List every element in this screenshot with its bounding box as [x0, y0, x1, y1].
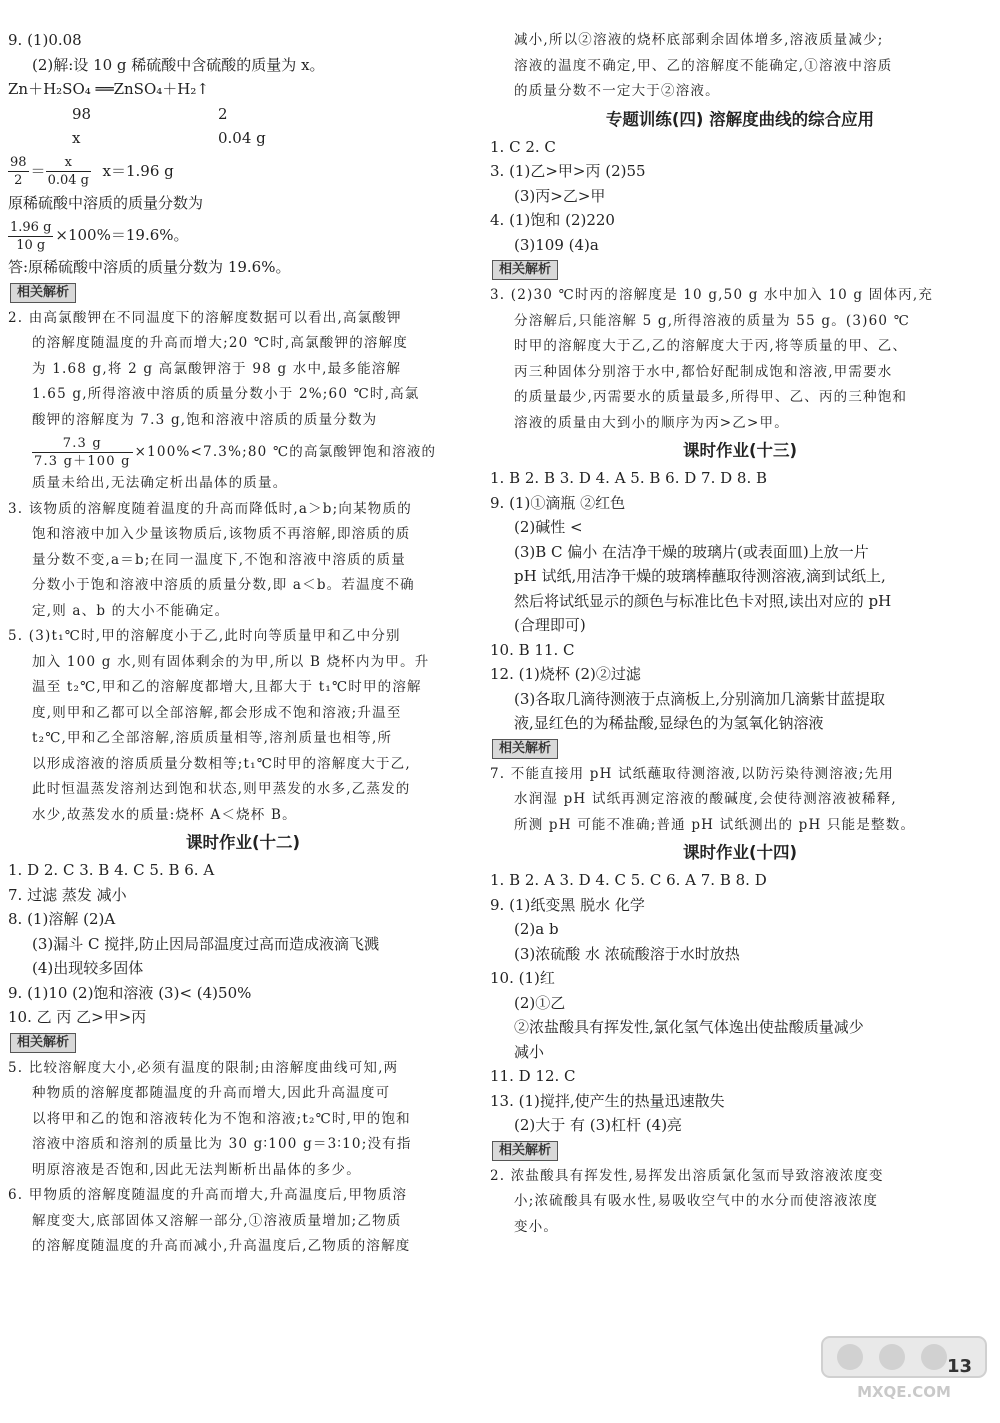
note-13-7-line: 所测 pH 可能不准确;普通 pH 试纸测出的 pH 只能是整数。 — [514, 816, 916, 833]
answer-line: (3)浓硫酸 水 浓硫酸溶于水时放热 — [514, 944, 740, 963]
note-3-line: 3. 该物质的溶解度随着温度的升高而降低时,a＞b;向某物质的 — [8, 500, 412, 517]
answer-line: pH 试纸,用洁净干燥的玻璃棒蘸取待测溶液,滴到试纸上, — [514, 567, 886, 585]
calc-result: x＝1.96 g — [102, 161, 174, 180]
answer-line: (2)碱性 < — [514, 518, 583, 536]
note-zt4-3-line: 溶液的质量由大到小的顺序为丙>乙>甲。 — [514, 414, 789, 431]
analysis-badge: 相关解析 — [10, 1033, 76, 1053]
note-13-7-line: 7. 不能直接用 pH 试纸蘸取待测溶液,以防污染待测溶液;先用 — [490, 765, 894, 782]
note-2-fraction-line: $\frac{7.3 g}{7.3 g+100 g}$ ×100%<7.3%;80 ℃的高氯酸钾饱和溶液的 — [34, 436, 437, 469]
answer-line: 液,显红色的为稀盐酸,显绿色的为氢氧化钠溶液 — [514, 714, 824, 732]
note-3-line: 饱和溶液中加入少量该物质后,该物质不再溶解,即溶质的质 — [32, 526, 411, 542]
note-2-line: 2. 由高氯酸钾在不同温度下的溶解度数据可以看出,高氯酸钾 — [8, 309, 402, 326]
proportion-calc: $\frac{98}{2}$ ＝ $\frac{x}{0.04 g}$ x＝1.96 g — [10, 155, 174, 188]
answer-line: 3. (1)乙>甲>丙 (2)55 — [490, 162, 646, 180]
answer-line: (2)a b — [514, 920, 559, 938]
answer-line: (3)109 (4)a — [514, 235, 599, 254]
answer-line: (3)丙>乙>甲 — [514, 186, 606, 205]
left-column — [8, 28, 478, 1260]
answer-line: 减小 — [514, 1042, 545, 1061]
answer-line: 12. (1)烧杯 (2)②过滤 — [490, 665, 641, 683]
answer-line: 10. B 11. C — [490, 640, 575, 659]
answer-line: 1. B 2. B 3. D 4. A 5. B 6. D 7. D 8. B — [490, 469, 768, 487]
mass-fraction-result: ×100%＝19.6%。 — [55, 226, 189, 244]
answer-line: 1. B 2. A 3. D 4. C 5. C 6. A 7. B 8. D — [490, 871, 767, 889]
note-5-line: 水少,故蒸发水的质量:烧杯 A＜烧杯 B。 — [32, 806, 297, 823]
ratio-row-1 — [8, 102, 478, 127]
answer-line: 1. C 2. C — [490, 137, 556, 156]
chemical-equation: Zn＋H₂SO₄ ══ZnSO₄＋H₂↑ — [8, 80, 209, 98]
note-5-line: 加入 100 g 水,则有固体剩余的为甲,所以 B 烧杯内为甲。升 — [32, 653, 430, 670]
answer-line: ②浓盐酸具有挥发性,氯化氢气体逸出使盐酸质量减少 — [514, 1018, 864, 1036]
answer-line: 答:原稀硫酸中溶质的质量分数为 19.6%。 — [8, 258, 291, 276]
note-2-line: 的溶解度随温度的升高而增大;20 ℃时,高氯酸钾的溶解度 — [32, 335, 409, 351]
analysis-badge: 相关解析 — [10, 283, 76, 303]
note-2-line: 为 1.68 g,将 2 g 高氯酸钾溶于 98 g 水中,最多能溶解 — [32, 360, 402, 377]
answer-line: (4)出现较多固体 — [32, 959, 144, 977]
right-column — [490, 28, 990, 1240]
mass-fraction-label: 原稀硫酸中溶质的质量分数为 — [8, 193, 204, 212]
answer-line: 9. (1)纸变黑 脱水 化学 — [490, 895, 645, 914]
ratio-row-2 — [8, 126, 478, 151]
answer-line: 8. (1)溶解 (2)A — [8, 910, 116, 928]
answer-line: 10. 乙 丙 乙>甲>丙 — [8, 1008, 147, 1026]
note-14-2-line: 小;浓硫酸具有吸水性,易吸收空气中的水分而使溶液浓度 — [514, 1193, 879, 1209]
answer-line: (3)各取几滴待测液于点滴板上,分别滴加几滴紫甘蓝提取 — [514, 689, 886, 708]
ratio-98: 98 — [72, 104, 92, 123]
note-zt4-3-line: 丙三种固体分别溶于水中,都恰好配制成饱和溶液,甲需要水 — [514, 363, 893, 380]
note-zt4-3-line: 3. (2)30 ℃时丙的溶解度是 10 g,50 g 水中加入 10 g 固体丙,充 — [490, 287, 934, 303]
note-12-5-line: 以将甲和乙的饱和溶液转化为不饱和溶液;t₂℃时,甲的饱和 — [32, 1110, 411, 1127]
answer-line: 9. (1)①滴瓶 ②红色 — [490, 493, 626, 512]
answer-line: 4. (1)饱和 (2)220 — [490, 211, 615, 229]
note-13-7-line: 水润湿 pH 试纸再测定溶液的酸碱度,会使待测溶液被稀释, — [514, 791, 897, 807]
answer-line: 9. (1)10 (2)饱和溶液 (3)< (4)50% — [8, 983, 252, 1002]
answer-line: (2)大于 有 (3)杠杆 (4)亮 — [514, 1116, 683, 1134]
note-12-5-line: 5. 比较溶解度大小,必须有温度的限制;由溶解度曲线可知,两 — [8, 1059, 399, 1076]
note-zt4-3-line: 时甲的溶解度大于乙,乙的溶解度大于丙,将等质量的甲、乙、 — [514, 338, 908, 354]
note-5-line: 温至 t₂℃,甲和乙的溶解度都增大,且都大于 t₁℃时甲的溶解 — [32, 679, 422, 695]
q9-part1: 9. (1)0.08 — [8, 31, 82, 49]
continued-line: 的质量分数不一定大于②溶液。 — [514, 83, 720, 99]
note-zt4-3-line: 的质量最少,丙需要水的质量最多,所得甲、乙、丙的三种饱和 — [514, 389, 908, 405]
fraction-98-2: $\frac{98}{2}$ — [10, 155, 27, 188]
answer-line: 1. D 2. C 3. B 4. C 5. B 6. A — [8, 861, 215, 879]
note-12-6-line: 6. 甲物质的溶解度随温度的升高而增大,升高温度后,甲物质溶 — [8, 1187, 408, 1203]
ratio-2: 2 — [218, 104, 228, 123]
answer-line: (合理即可) — [514, 616, 586, 634]
section-heading-zt4: 专题训练(四) 溶解度曲线的综合应用 — [605, 109, 875, 129]
note-2-line: 酸钾的溶解度为 7.3 g,饱和溶液中溶质的质量分数为 — [32, 411, 378, 428]
mass-fraction-calc — [8, 215, 478, 255]
continued-line: 溶液的温度不确定,甲、乙的溶解度不能确定,①溶液中溶质 — [514, 57, 893, 74]
note-5-line: 以形成溶液的溶质质量分数相等;t₁℃时甲的溶解度大于乙, — [32, 755, 411, 772]
answer-line: 11. D 12. C — [490, 1067, 576, 1085]
answer-line: (3)B C 偏小 在洁净干燥的玻璃片(或表面皿)上放一片 — [514, 542, 869, 561]
analysis-badge: 相关解析 — [492, 260, 558, 280]
ratio-004: 0.04 g — [218, 129, 266, 147]
note-3-line: 定,则 a、b 的大小不能确定。 — [32, 602, 230, 619]
note-12-6-line: 解度变大,底部固体又溶解一部分,①溶液质量增加;乙物质 — [32, 1212, 402, 1229]
note-14-2-line: 2. 浓盐酸具有挥发性,易挥发出溶质氯化氢而导致溶液浓度变 — [490, 1167, 884, 1184]
fraction-73: $\frac{7.3 g}{7.3 g+100 g}$ — [34, 436, 131, 469]
fraction-196-10: $\frac{1.96 g}{10 g}$ — [10, 219, 52, 253]
analysis-badge: 相关解析 — [492, 1141, 558, 1161]
note-2-line: 质量未给出,无法确定析出晶体的质量。 — [32, 475, 288, 491]
note-12-5-line: 明原溶液是否饱和,因此无法判断析出晶体的多少。 — [32, 1161, 361, 1178]
note-12-5-line: 溶液中溶质和溶剂的质量比为 30 g∶100 g＝3∶10;没有指 — [32, 1136, 412, 1152]
note-3-line: 量分数不变,a＝b;在同一温度下,不饱和溶液中溶质的质量 — [32, 551, 406, 568]
watermark-text: MXQE.COM — [857, 1383, 951, 1401]
fraction-x-004: $\frac{x}{0.04 g}$ — [47, 155, 89, 188]
answer-line: 13. (1)搅拌,使产生的热量迅速散失 — [490, 1091, 725, 1110]
answer-line: 7. 过滤 蒸发 减小 — [8, 885, 127, 904]
note-12-6-line: 的溶解度随温度的升高而减小,升高温度后,乙物质的溶解度 — [32, 1238, 411, 1254]
note-5-line: 5. (3)t₁℃时,甲的溶解度小于乙,此时向等质量甲和乙中分别 — [8, 628, 401, 644]
section-heading-14: 课时作业(十四) — [682, 843, 798, 862]
note-2-line: 1.65 g,所得溶液中溶质的质量分数小于 2%;60 ℃时,高氯 — [32, 386, 420, 402]
note-5-line: 度,则甲和乙都可以全部溶解,都会形成不饱和溶液;升温至 — [32, 704, 402, 721]
note-14-2-line: 变小。 — [514, 1218, 559, 1235]
q9-part2: (2)解:设 10 g 稀硫酸中含硫酸的质量为 x。 — [32, 55, 325, 74]
section-heading-13: 课时作业(十三) — [682, 441, 798, 460]
note-5-line: 此时恒温蒸发溶剂达到饱和状态,则甲蒸发的水多,乙蒸发的 — [32, 781, 411, 797]
answer-line: (3)漏斗 C 搅拌,防止因局部温度过高而造成液滴飞溅 — [32, 934, 380, 953]
note-zt4-3-line: 分溶解后,只能溶解 5 g,所得溶液的质量为 55 g。(3)60 ℃ — [514, 312, 910, 329]
note-5-line: t₂℃,甲和乙全部溶解,溶质质量相等,溶剂质量也相等,所 — [32, 730, 393, 746]
answer-line: 然后将试纸显示的颜色与标准比色卡对照,读出对应的 pH — [514, 591, 892, 610]
answer-line: (2)①乙 — [514, 993, 566, 1012]
ratio-x: x — [72, 129, 81, 147]
note-12-5-line: 种物质的溶解度都随温度的升高而增大,因此升高温度可 — [32, 1085, 391, 1101]
continued-line: 减小,所以②溶液的烧杯底部剩余固体增多,溶液质量减少; — [514, 32, 884, 48]
page-number: 13 — [946, 1356, 972, 1377]
answer-line: 10. (1)红 — [490, 969, 555, 987]
note-3-line: 分数小于饱和溶液中溶质的质量分数,即 a＜b。若温度不确 — [32, 577, 415, 593]
analysis-badge: 相关解析 — [492, 739, 558, 759]
section-heading-12: 课时作业(十二) — [185, 833, 301, 852]
